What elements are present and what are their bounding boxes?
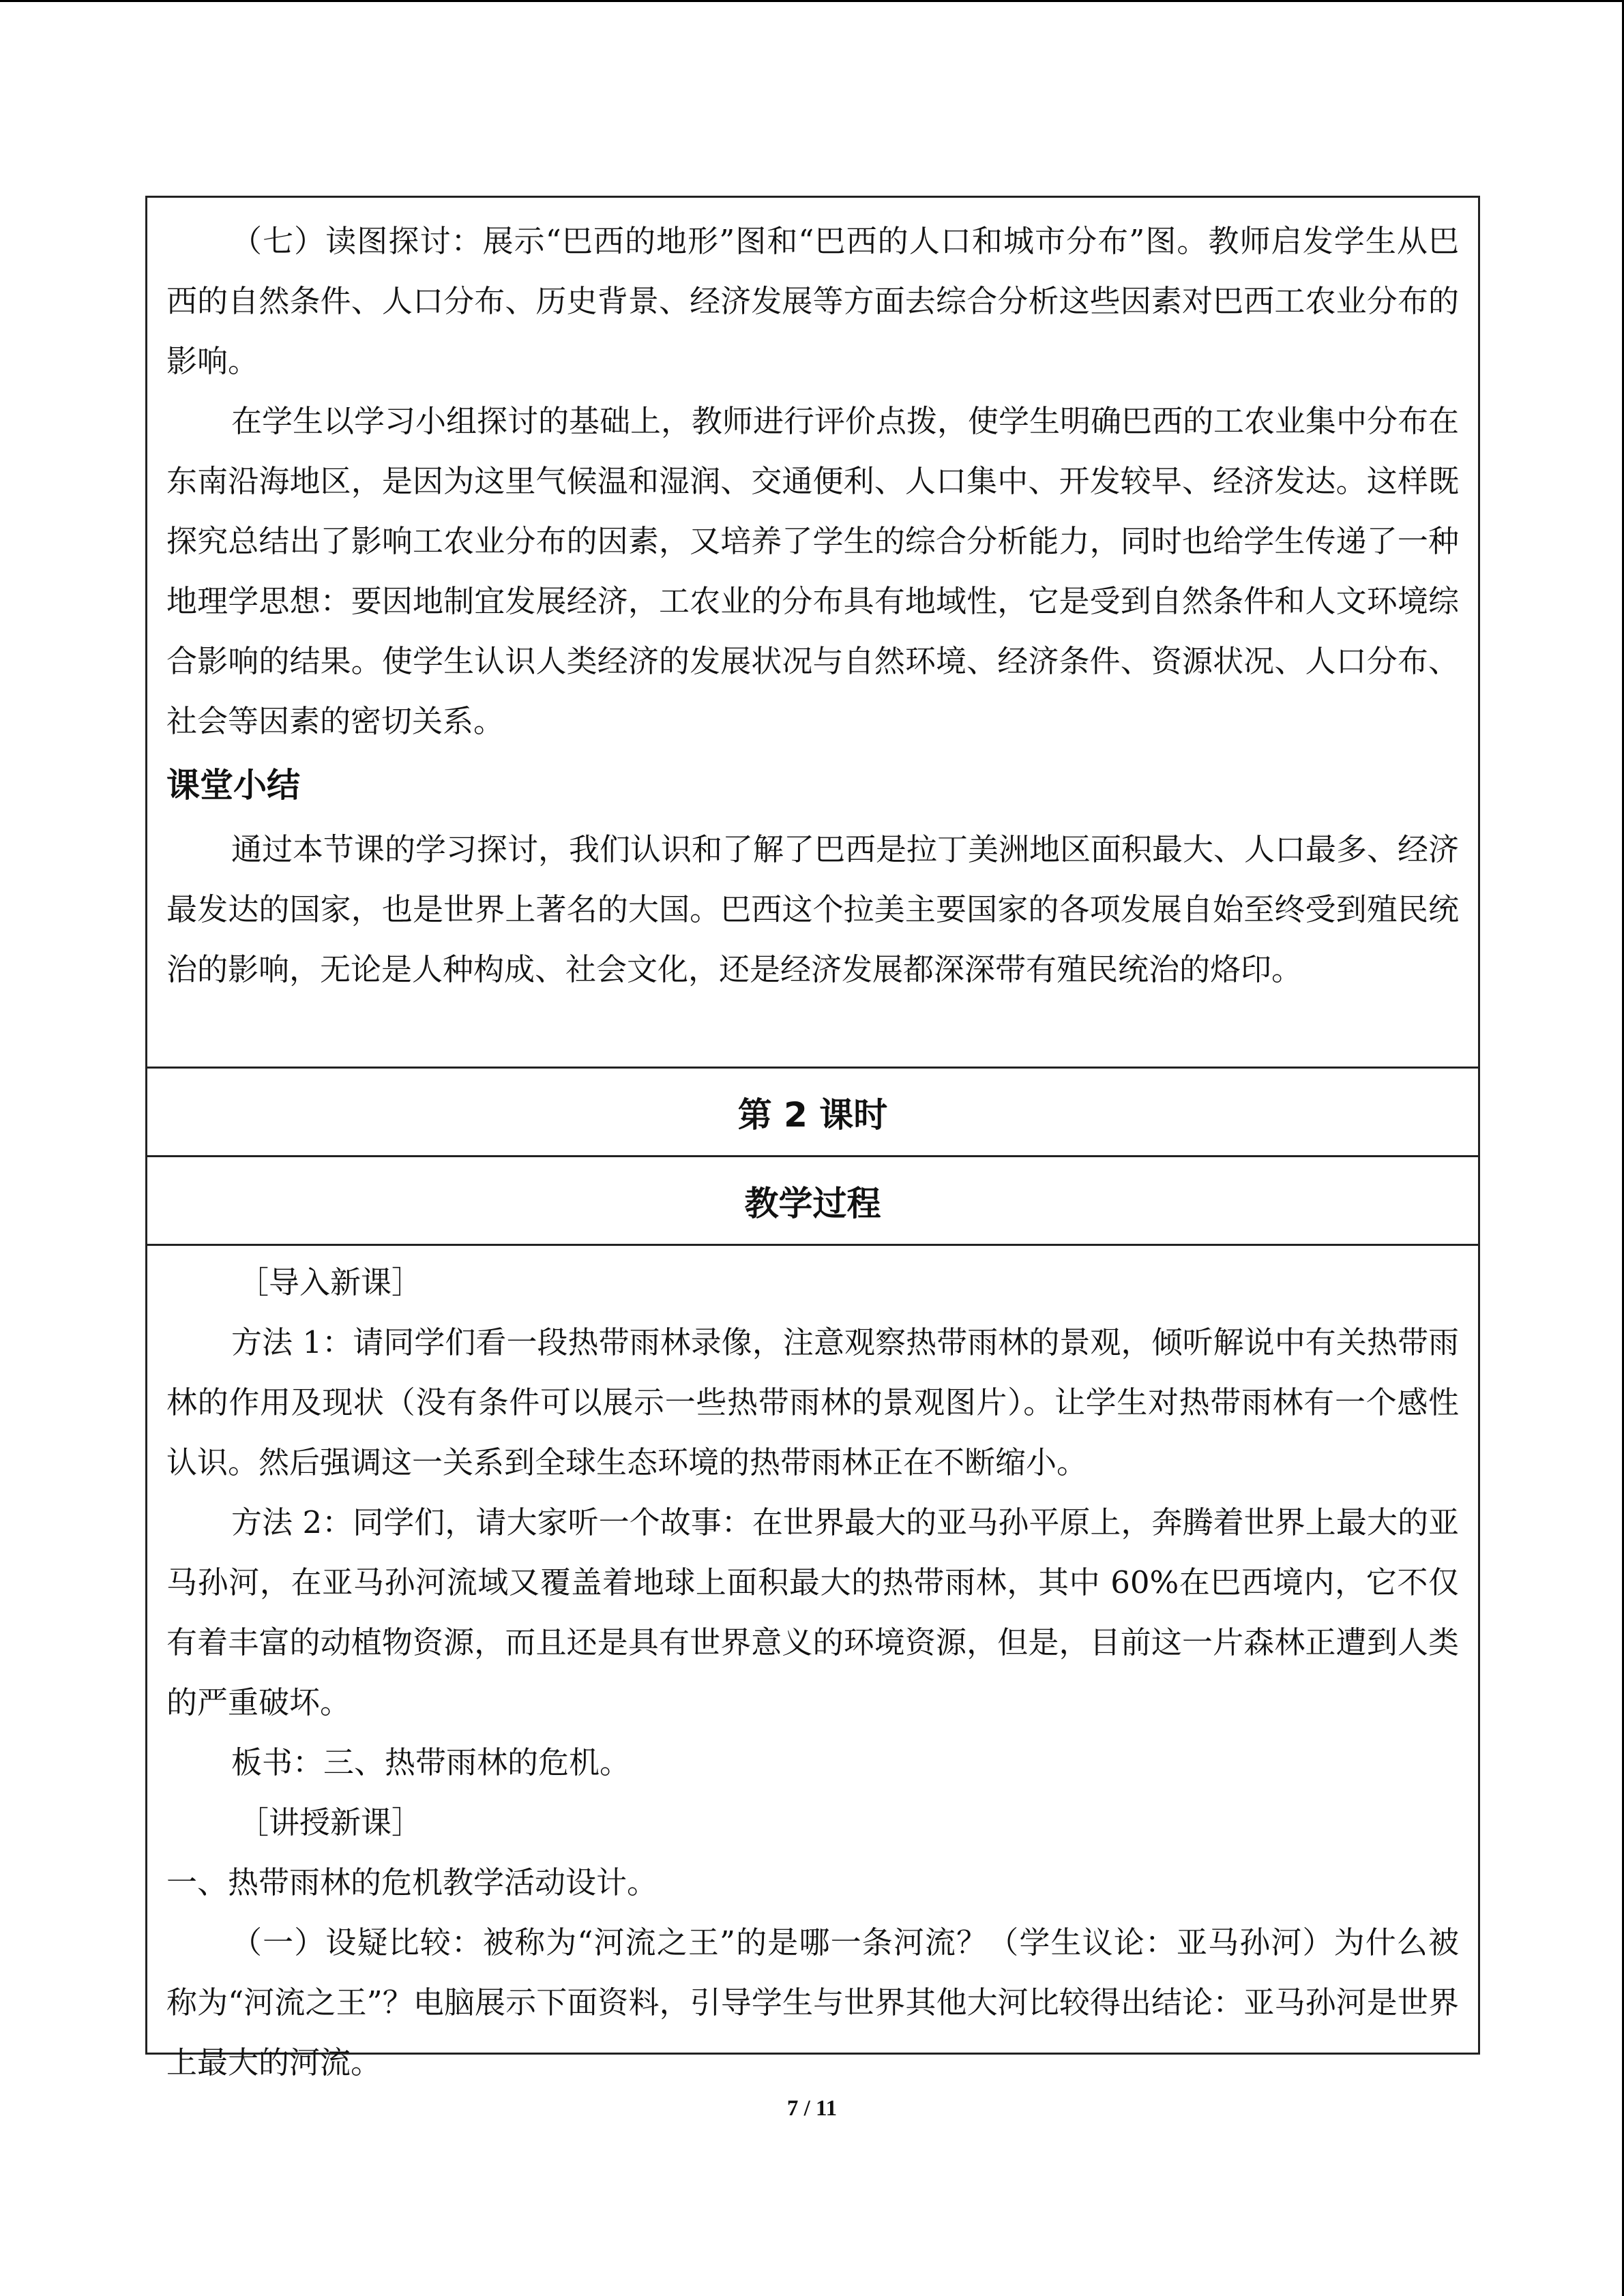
paragraph-activity: （一）设疑比较：被称为“河流之王”的是哪一条河流？（学生议论：亚马孙河）为什么被称为“河流之王”？电脑展示下面资料，引导学生与世界其他大河比较得出结论：亚马孙河是世界上最大的河流。 bbox=[166, 1924, 1459, 2081]
summary-heading: 课堂小结 bbox=[166, 766, 301, 805]
lesson-plan-table bbox=[145, 196, 1480, 2081]
content-cell-discussion bbox=[147, 198, 1478, 1069]
lesson-heading-cell bbox=[147, 1069, 1478, 1157]
process-heading-cell bbox=[147, 1157, 1478, 1246]
intro-label: ［导入新课］ bbox=[238, 1264, 423, 1300]
page-top-rule bbox=[0, 0, 1624, 2]
paragraph-summary: 通过本节课的学习探讨，我们认识和了解了巴西是拉丁美洲地区面积最大、人口最多、经济最发达的国家，也是世界上著名的大国。巴西这个拉美主要国家的各项发展自始至终受到殖民统治的影响，无论是人种构成、社会文化，还是经济发展都深深带有殖民统治的烙印。 bbox=[166, 831, 1460, 987]
paragraph-method-2: 方法 2：同学们，请大家听一个故事：在世界最大的亚马孙平原上，奔腾着世界上最大的亚马孙河，在亚马孙河流域又覆盖着地球上面积最大的热带雨林，其中 60%在巴西境内，它不仅有着丰富的动植物资源，而且还是具有世界意义的环境资源，但是，目前这一片森林正遭到人类的严重破坏。 bbox=[166, 1504, 1459, 1720]
paragraph-map-discussion: （七）读图探讨：展示“巴西的地形”图和“巴西的人口和城市分布”图。教师启发学生从巴西的自然条件、人口分布、历史背景、经济发展等方面去综合分析这些因素对巴西工农业分布的影响。 bbox=[166, 223, 1459, 379]
content-cell-lesson2 bbox=[147, 1246, 1478, 2081]
paragraph-board: 板书：三、热带雨林的危机。 bbox=[231, 1744, 631, 1780]
process-heading: 教学过程 bbox=[744, 1183, 881, 1223]
lesson-heading: 第 2 课时 bbox=[737, 1094, 888, 1135]
page-number: 7 / 11 bbox=[786, 2096, 838, 2121]
paragraph-method-1: 方法 1：请同学们看一段热带雨林录像，注意观察热带雨林的景观，倾听解说中有关热带雨林的作用及现状（没有条件可以展示一些热带雨林的景观图片）。让学生对热带雨林有一个感性认识。然后强调这一关系到全球生态环境的热带雨林正在不断缩小。 bbox=[166, 1324, 1459, 1480]
teach-label: ［讲授新课］ bbox=[238, 1804, 423, 1840]
paragraph-teacher-evaluation: 在学生以学习小组探讨的基础上，教师进行评价点拨，使学生明确巴西的工农业集中分布在东南沿海地区，是因为这里气候温和湿润、交通便利、人口集中、开发较早、经济发达。这样既探究总结出了影响工农业分布的因素，又培养了学生的综合分析能力，同时也给学生传递了一种地理学思想：要因地制宜发展经济，工农业的分布具有地域性，它是受到自然条件和人文环境综合影响的结果。使学生认识人类经济的发展状况与自然环境、经济条件、资源状况、人口分布、社会等因素的密切关系。 bbox=[166, 403, 1460, 739]
activity-title: 一、热带雨林的危机教学活动设计。 bbox=[166, 1864, 658, 1900]
